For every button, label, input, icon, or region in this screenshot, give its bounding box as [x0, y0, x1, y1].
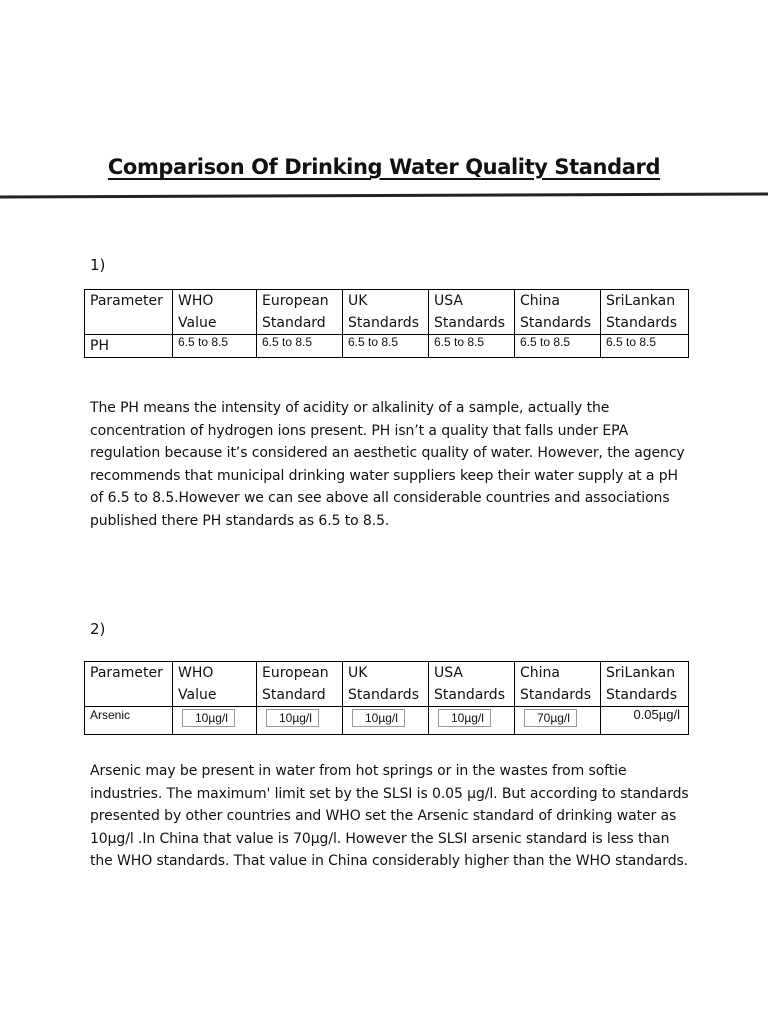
value-box: 10µg/l	[182, 709, 235, 727]
value-cell: 0.05µg/l	[601, 707, 689, 735]
header-cell: WHO Value	[173, 662, 257, 707]
ph-explanation-paragraph: The PH means the intensity of acidity or alkalinity of a sample, actually the concentration of hydrogen ions present. PH isn’t a quality that falls under EPA regulation because it’s considered an aesthetic quality of water. However, the agency recommends that municipal drinking water suppliers keep their water supply at a pH of 6.5 to 8.5.However we can see above all considerable countries and associations published there PH standards as 6.5 to 8.5.	[90, 400, 685, 529]
value-box: 10µg/l	[266, 709, 319, 727]
parameter-cell: PH	[85, 335, 173, 358]
value-cell	[173, 707, 257, 735]
table-header-row	[85, 662, 689, 707]
value-cell	[257, 707, 343, 735]
value-cell: 6.5 to 8.5	[429, 335, 515, 358]
header-cell: Parameter	[85, 662, 173, 707]
header-cell: European Standard	[257, 290, 343, 335]
document-title: Comparison Of Drinking Water Quality Standard	[107, 155, 661, 179]
header-cell: China Standards	[515, 290, 601, 335]
value-cell: 6.5 to 8.5	[173, 335, 257, 358]
table-header-row	[85, 290, 689, 335]
header-cell: China Standards	[515, 662, 601, 707]
table-row	[85, 707, 689, 735]
section-1-number: 1)	[90, 256, 106, 274]
value-box: 10µg/l	[438, 709, 491, 727]
header-cell: European Standard	[257, 662, 343, 707]
arsenic-standards-table	[84, 661, 689, 735]
value-cell	[343, 707, 429, 735]
header-cell: SriLankan Standards	[601, 290, 689, 335]
ph-standards-table	[84, 289, 689, 358]
header-cell: USA Standards	[429, 290, 515, 335]
header-cell: Parameter	[85, 290, 173, 335]
parameter-cell: Arsenic	[85, 707, 173, 735]
table-row	[85, 335, 689, 358]
value-cell: 6.5 to 8.5	[601, 335, 689, 358]
header-cell: WHO Value	[173, 290, 257, 335]
header-cell: UK Standards	[343, 290, 429, 335]
value-cell: 6.5 to 8.5	[257, 335, 343, 358]
section-2-number: 2)	[90, 620, 106, 638]
arsenic-explanation-paragraph: Arsenic may be present in water from hot springs or in the wastes from softie industries. The maximum' limit set by the SLSI is 0.05 µg/l. But according to standards presented by other countries and WHO set the Arsenic standard of drinking water as 10µg/l .In China that value is 70µg/l. However the SLSI arsenic standard is less than the WHO standards. That value in China considerably higher than the WHO standards.	[90, 763, 689, 869]
header-cell: SriLankan Standards	[601, 662, 689, 707]
value-box: 10µg/l	[352, 709, 405, 727]
value-cell	[429, 707, 515, 735]
header-cell: UK Standards	[343, 662, 429, 707]
value-box: 70µg/l	[524, 709, 577, 727]
header-cell: USA Standards	[429, 662, 515, 707]
value-cell	[515, 707, 601, 735]
title-divider	[0, 193, 768, 199]
value-cell: 6.5 to 8.5	[515, 335, 601, 358]
value-cell: 6.5 to 8.5	[343, 335, 429, 358]
